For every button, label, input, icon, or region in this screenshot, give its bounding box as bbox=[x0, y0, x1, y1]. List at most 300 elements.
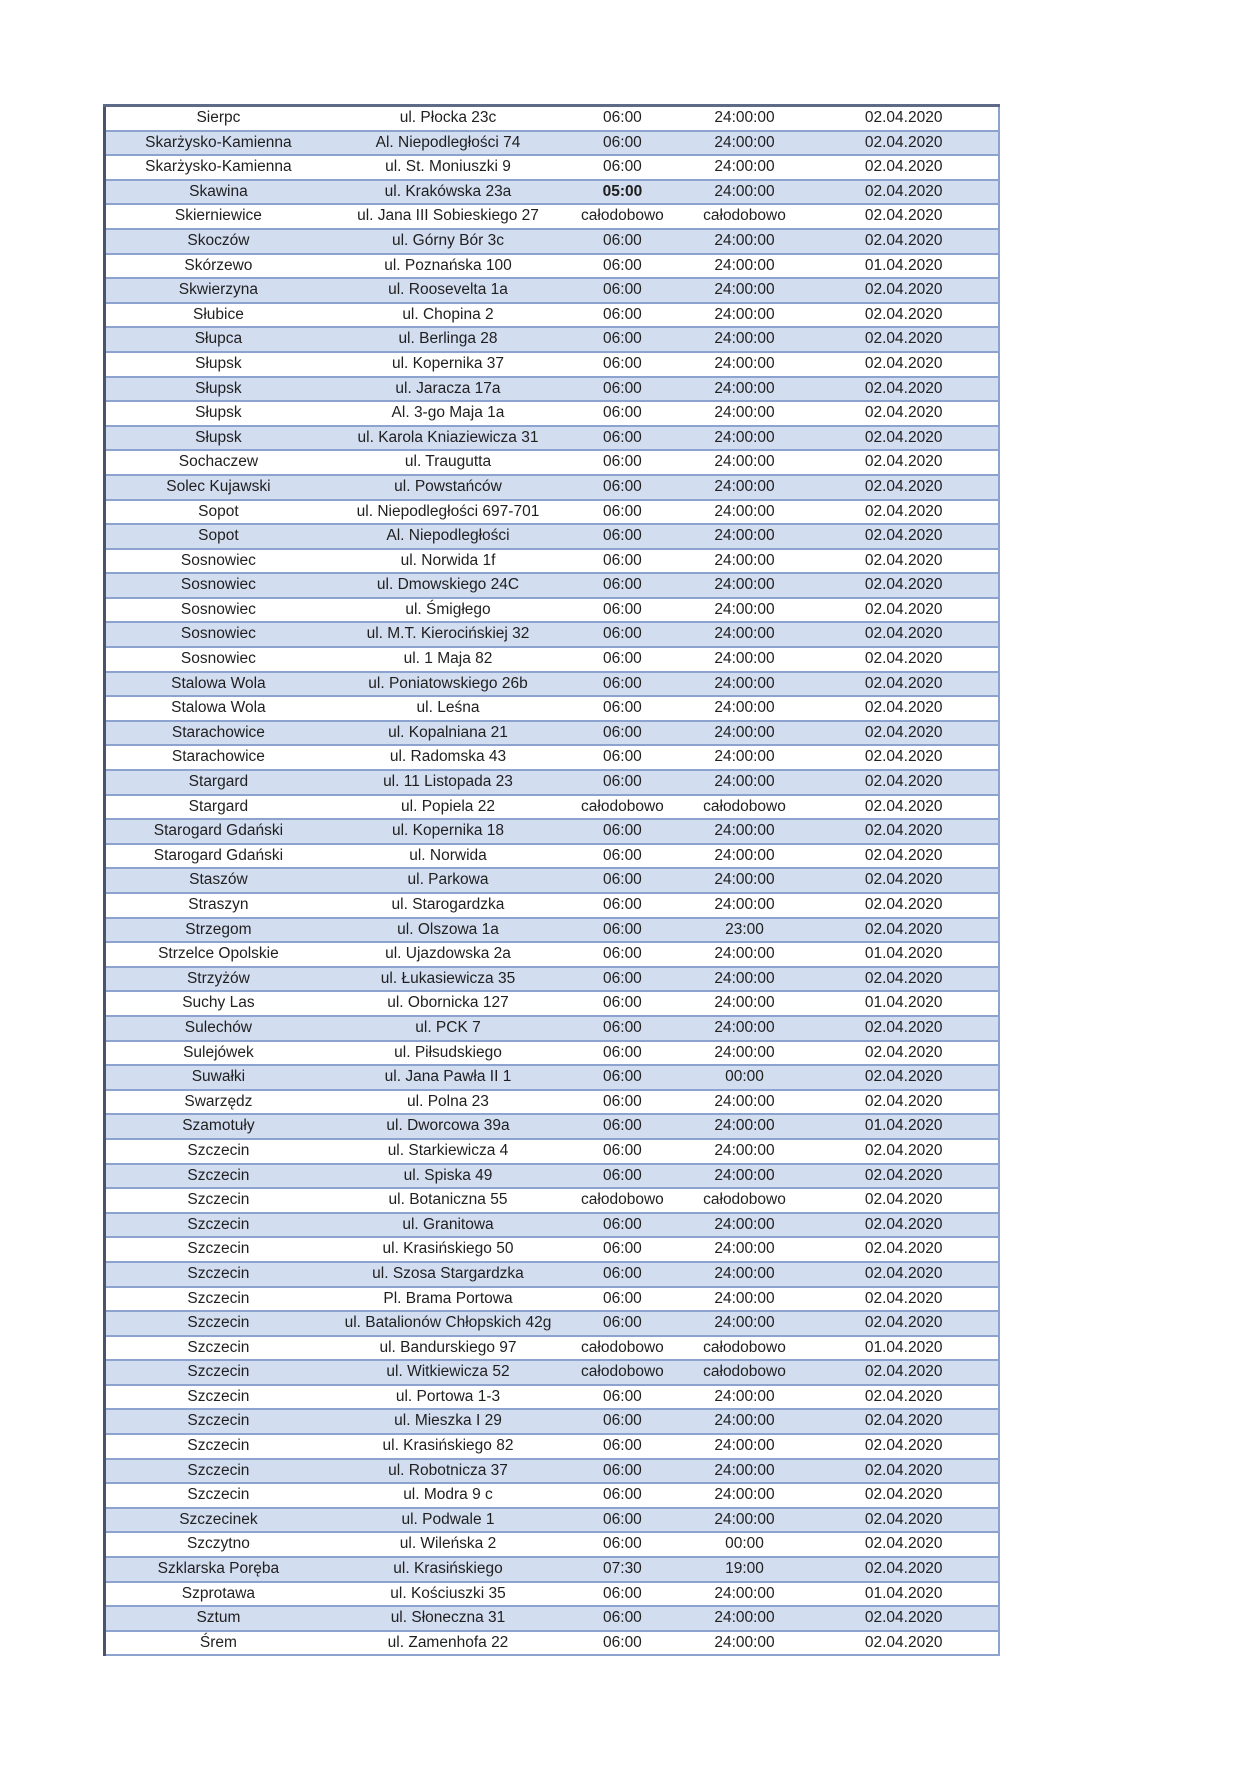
address-cell: ul. Zamenhofa 22 bbox=[387, 1633, 509, 1651]
date-cell: 02.04.2020 bbox=[864, 625, 943, 643]
close-time-cell: 24:00:00 bbox=[714, 1609, 775, 1627]
table-row bbox=[105, 893, 1000, 918]
address-cell: ul. Krasińskiego 82 bbox=[382, 1437, 514, 1455]
address-cell: ul. Obornicka 127 bbox=[387, 994, 509, 1012]
table-row bbox=[105, 1459, 1000, 1484]
table-row bbox=[105, 1336, 1000, 1361]
close-time-cell: 24:00:00 bbox=[714, 846, 775, 864]
address-cell: ul. Granitowa bbox=[402, 1215, 494, 1233]
city-cell: Sopot bbox=[198, 502, 239, 520]
close-time-cell: 24:00:00 bbox=[714, 1166, 775, 1184]
open-time-cell: 06:00 bbox=[603, 1141, 642, 1159]
city-cell: Skarżysko-Kamienna bbox=[145, 158, 292, 176]
date-cell: 02.04.2020 bbox=[864, 502, 943, 520]
address-cell: ul. Krasińskiego bbox=[393, 1560, 503, 1578]
table-row bbox=[105, 475, 1000, 500]
open-time-cell: 06:00 bbox=[603, 1092, 642, 1110]
table-row bbox=[105, 696, 1000, 721]
open-time-cell: 06:00 bbox=[603, 256, 642, 274]
table-row bbox=[105, 352, 1000, 377]
open-time-cell: 06:00 bbox=[603, 773, 642, 791]
close-time-cell: 24:00:00 bbox=[714, 576, 775, 594]
open-time-cell: 06:00 bbox=[603, 600, 642, 618]
open-time-cell: całodobowo bbox=[581, 1338, 664, 1356]
address-cell: ul. Bandurskiego 97 bbox=[379, 1338, 517, 1356]
open-time-cell: całodobowo bbox=[581, 797, 664, 815]
open-time-cell: 06:00 bbox=[603, 1240, 642, 1258]
close-time-cell: 24:00:00 bbox=[714, 305, 775, 323]
date-cell: 02.04.2020 bbox=[864, 1535, 943, 1553]
open-time-cell: 06:00 bbox=[603, 1166, 642, 1184]
address-cell: ul. Kopernika 18 bbox=[391, 822, 504, 840]
address-cell: ul. Niepodległości 697-701 bbox=[356, 502, 540, 520]
table-row bbox=[105, 991, 1000, 1016]
table-row bbox=[105, 1287, 1000, 1312]
address-cell: ul. PCK 7 bbox=[415, 1018, 481, 1036]
table-body bbox=[105, 106, 1000, 1656]
date-cell: 02.04.2020 bbox=[864, 797, 943, 815]
close-time-cell: 24:00:00 bbox=[714, 748, 775, 766]
open-time-cell: 06:00 bbox=[603, 896, 642, 913]
city-cell: Skierniewice bbox=[174, 207, 262, 225]
city-cell: Skarżysko-Kamienna bbox=[145, 133, 292, 151]
close-time-cell: 24:00:00 bbox=[714, 379, 775, 397]
close-time-cell: 24:00:00 bbox=[714, 477, 775, 495]
city-cell: Szprotawa bbox=[181, 1584, 256, 1602]
table-row bbox=[105, 647, 1000, 672]
close-time-cell: 24:00:00 bbox=[714, 453, 775, 471]
close-time-cell: 24:00:00 bbox=[714, 231, 775, 249]
open-time-cell: 06:00 bbox=[603, 625, 642, 643]
close-time-cell: 24:00:00 bbox=[714, 600, 775, 618]
open-time-cell: 06:00 bbox=[603, 846, 642, 864]
open-time-cell: 06:00 bbox=[603, 330, 642, 348]
open-time-cell: 06:00 bbox=[603, 871, 642, 889]
date-cell: 02.04.2020 bbox=[864, 330, 943, 348]
close-time-cell: całodobowo bbox=[703, 207, 786, 225]
close-time-cell: 24:00:00 bbox=[714, 330, 775, 348]
address-cell: ul. Kościuszki 35 bbox=[390, 1584, 506, 1602]
open-time-cell: 07:30 bbox=[603, 1560, 642, 1578]
date-cell: 01.04.2020 bbox=[864, 1338, 943, 1356]
open-time-cell: 06:00 bbox=[603, 477, 642, 495]
date-cell: 02.04.2020 bbox=[864, 723, 943, 741]
open-time-cell: 06:00 bbox=[603, 1018, 642, 1036]
open-time-cell: całodobowo bbox=[581, 1363, 664, 1381]
table-row bbox=[105, 598, 1000, 623]
close-time-cell: 24:00:00 bbox=[714, 699, 775, 717]
date-cell: 02.04.2020 bbox=[864, 1092, 943, 1110]
date-cell: 02.04.2020 bbox=[864, 1633, 943, 1651]
city-cell: Słupsk bbox=[195, 428, 242, 446]
table-row bbox=[105, 1360, 1000, 1385]
address-cell: ul. Piłsudskiego bbox=[394, 1043, 502, 1061]
table-row bbox=[105, 278, 1000, 303]
date-cell: 02.04.2020 bbox=[864, 1018, 943, 1036]
address-cell: ul. Dmowskiego 24C bbox=[376, 576, 520, 594]
open-time-cell: całodobowo bbox=[581, 207, 664, 225]
close-time-cell: 24:00:00 bbox=[714, 428, 775, 446]
table-row bbox=[105, 622, 1000, 647]
table-row bbox=[105, 1065, 1000, 1090]
city-cell: Starogard Gdański bbox=[153, 822, 284, 840]
date-cell: 02.04.2020 bbox=[864, 1191, 943, 1209]
open-time-cell: 06:00 bbox=[603, 576, 642, 594]
close-time-cell: 24:00:00 bbox=[714, 1264, 775, 1282]
address-cell: ul. Traugutta bbox=[404, 453, 492, 471]
table-row bbox=[105, 524, 1000, 549]
city-cell: Szczecin bbox=[187, 1363, 250, 1381]
close-time-cell: 24:00:00 bbox=[714, 674, 775, 692]
city-cell: Słupca bbox=[194, 330, 243, 348]
close-time-cell: 24:00:00 bbox=[714, 1314, 775, 1332]
date-cell: 01.04.2020 bbox=[864, 1584, 943, 1602]
address-cell: ul. 1 Maja 82 bbox=[403, 650, 493, 668]
table-row bbox=[105, 942, 1000, 967]
open-time-cell: 06:00 bbox=[603, 158, 642, 176]
open-time-cell: 05:00 bbox=[602, 182, 643, 200]
close-time-cell: 24:00:00 bbox=[714, 723, 775, 741]
table-row bbox=[105, 549, 1000, 574]
table-row bbox=[105, 401, 1000, 426]
address-cell: ul. Słoneczna 31 bbox=[390, 1609, 506, 1627]
city-cell: Skawina bbox=[189, 182, 248, 200]
address-cell: ul. Podwale 1 bbox=[401, 1510, 495, 1528]
open-time-cell: 06:00 bbox=[603, 723, 642, 741]
city-cell: Słupsk bbox=[195, 354, 242, 372]
address-cell: ul. St. Moniuszki 9 bbox=[385, 158, 511, 176]
table-row bbox=[105, 1237, 1000, 1262]
close-time-cell: 24:00:00 bbox=[714, 527, 775, 545]
date-cell: 02.04.2020 bbox=[864, 846, 943, 864]
close-time-cell: 24:00:00 bbox=[714, 182, 775, 200]
open-time-cell: 06:00 bbox=[603, 969, 642, 987]
close-time-cell: całodobowo bbox=[703, 1363, 786, 1381]
address-cell: ul. Norwida bbox=[409, 846, 487, 864]
open-time-cell: 06:00 bbox=[603, 1609, 642, 1627]
date-cell: 02.04.2020 bbox=[864, 650, 943, 668]
address-cell: ul. Starkiewicza 4 bbox=[387, 1141, 509, 1159]
date-cell: 02.04.2020 bbox=[864, 207, 943, 225]
city-cell: Szczecin bbox=[187, 1264, 250, 1282]
city-cell: Sulechów bbox=[184, 1018, 253, 1036]
table-row bbox=[105, 131, 1000, 156]
close-time-cell: 00:00 bbox=[725, 1068, 764, 1086]
city-cell: Staszów bbox=[189, 871, 248, 889]
open-time-cell: 06:00 bbox=[603, 1314, 642, 1332]
table-row bbox=[105, 1434, 1000, 1459]
table-row bbox=[105, 1188, 1000, 1213]
address-cell: Al. 3-go Maja 1a bbox=[391, 404, 505, 422]
address-cell: Pl. Brama Portowa bbox=[383, 1289, 513, 1307]
date-cell: 02.04.2020 bbox=[864, 158, 943, 176]
date-cell: 02.04.2020 bbox=[864, 527, 943, 545]
close-time-cell: 24:00:00 bbox=[714, 256, 775, 274]
table-row bbox=[105, 1409, 1000, 1434]
table-row bbox=[105, 106, 1000, 131]
address-cell: ul. Botaniczna 55 bbox=[388, 1191, 508, 1209]
table-row bbox=[105, 180, 1000, 205]
open-time-cell: całodobowo bbox=[581, 1191, 664, 1209]
address-cell: ul. Jana III Sobieskiego 27 bbox=[357, 207, 539, 225]
open-time-cell: 06:00 bbox=[603, 1486, 642, 1504]
date-cell: 02.04.2020 bbox=[864, 1387, 943, 1405]
city-cell: Szczecin bbox=[187, 1141, 250, 1159]
date-cell: 02.04.2020 bbox=[864, 600, 943, 618]
close-time-cell: 24:00:00 bbox=[714, 969, 775, 987]
open-time-cell: 06:00 bbox=[603, 305, 642, 323]
table-row bbox=[105, 1164, 1000, 1189]
open-time-cell: 06:00 bbox=[603, 281, 642, 299]
city-cell: Swarzędz bbox=[184, 1092, 253, 1110]
date-cell: 02.04.2020 bbox=[864, 699, 943, 717]
address-cell: ul. Kopalniana 21 bbox=[388, 723, 508, 741]
open-time-cell: 06:00 bbox=[603, 1437, 642, 1455]
table-row bbox=[105, 819, 1000, 844]
open-time-cell: 06:00 bbox=[603, 1535, 642, 1553]
city-cell: Skoczów bbox=[187, 231, 250, 249]
table-row bbox=[105, 1262, 1000, 1287]
close-time-cell: 24:00:00 bbox=[714, 1043, 775, 1061]
open-time-cell: 06:00 bbox=[603, 231, 642, 249]
open-time-cell: 06:00 bbox=[603, 1412, 642, 1430]
date-cell: 02.04.2020 bbox=[864, 969, 943, 987]
table-row bbox=[105, 1483, 1000, 1508]
city-cell: Sosnowiec bbox=[180, 551, 256, 569]
close-time-cell: 19:00 bbox=[725, 1560, 764, 1578]
city-cell: Szczytno bbox=[186, 1535, 250, 1553]
city-cell: Strzegom bbox=[185, 920, 252, 938]
city-cell: Sosnowiec bbox=[180, 600, 256, 618]
open-time-cell: 06:00 bbox=[603, 428, 642, 446]
city-cell: Strzyżów bbox=[186, 969, 250, 987]
table-row bbox=[105, 770, 1000, 795]
city-cell: Szczecin bbox=[187, 1215, 250, 1233]
date-cell: 02.04.2020 bbox=[864, 1289, 943, 1307]
date-cell: 02.04.2020 bbox=[864, 1264, 943, 1282]
city-cell: Szczecin bbox=[187, 1240, 250, 1258]
close-time-cell: 24:00:00 bbox=[714, 281, 775, 299]
address-cell: Al. Niepodległości 74 bbox=[375, 133, 521, 151]
city-cell: Szczecin bbox=[187, 1191, 250, 1209]
city-cell: Słubice bbox=[192, 305, 244, 323]
close-time-cell: 24:00:00 bbox=[714, 133, 775, 151]
city-cell: Szczecin bbox=[187, 1412, 250, 1430]
city-cell: Strzelce Opolskie bbox=[158, 945, 279, 963]
city-cell: Skórzewo bbox=[184, 256, 253, 274]
table-row bbox=[105, 229, 1000, 254]
close-time-cell: 24:00:00 bbox=[714, 1092, 775, 1110]
city-cell: Szczecinek bbox=[179, 1510, 258, 1528]
table-row bbox=[105, 1385, 1000, 1410]
address-cell: ul. Jaracza 17a bbox=[395, 379, 501, 397]
date-cell: 02.04.2020 bbox=[864, 404, 943, 422]
city-cell: Skwierzyna bbox=[178, 281, 259, 299]
address-cell: ul. Wileńska 2 bbox=[399, 1535, 497, 1553]
close-time-cell: 24:00:00 bbox=[714, 1240, 775, 1258]
open-time-cell: 06:00 bbox=[603, 945, 642, 963]
close-time-cell: 24:00:00 bbox=[714, 1461, 775, 1479]
address-cell: ul. Berlinga 28 bbox=[398, 330, 498, 348]
open-time-cell: 06:00 bbox=[603, 1215, 642, 1233]
table-row bbox=[105, 155, 1000, 180]
close-time-cell: 24:00:00 bbox=[714, 650, 775, 668]
date-cell: 02.04.2020 bbox=[864, 1166, 943, 1184]
date-cell: 02.04.2020 bbox=[864, 109, 943, 126]
city-cell: Szczecin bbox=[187, 1437, 250, 1455]
table-row bbox=[105, 672, 1000, 697]
open-time-cell: 06:00 bbox=[603, 1264, 642, 1282]
table-row bbox=[105, 1532, 1000, 1557]
date-cell: 02.04.2020 bbox=[864, 1560, 943, 1578]
date-cell: 02.04.2020 bbox=[864, 305, 943, 323]
date-cell: 02.04.2020 bbox=[864, 133, 943, 151]
open-time-cell: 06:00 bbox=[603, 1289, 642, 1307]
date-cell: 02.04.2020 bbox=[864, 379, 943, 397]
city-cell: Sierpc bbox=[196, 109, 241, 126]
table-row bbox=[105, 1213, 1000, 1238]
date-cell: 02.04.2020 bbox=[864, 453, 943, 471]
address-cell: ul. Krasińskiego 50 bbox=[382, 1240, 514, 1258]
city-cell: Stalowa Wola bbox=[171, 699, 266, 717]
address-cell: ul. Witkiewicza 52 bbox=[386, 1363, 510, 1381]
city-cell: Słupsk bbox=[195, 404, 242, 422]
close-time-cell: 24:00:00 bbox=[714, 945, 775, 963]
date-cell: 02.04.2020 bbox=[864, 822, 943, 840]
date-cell: 02.04.2020 bbox=[864, 674, 943, 692]
close-time-cell: 24:00:00 bbox=[714, 896, 775, 913]
address-cell: ul. Płocka 23c bbox=[399, 109, 497, 126]
table-row bbox=[105, 204, 1000, 229]
city-cell: Słupsk bbox=[195, 379, 242, 397]
open-time-cell: 06:00 bbox=[603, 650, 642, 668]
table-row bbox=[105, 745, 1000, 770]
table-row bbox=[105, 573, 1000, 598]
address-cell: ul. Norwida 1f bbox=[400, 551, 496, 569]
city-cell: Sztum bbox=[196, 1609, 241, 1627]
close-time-cell: 24:00:00 bbox=[714, 994, 775, 1012]
date-cell: 02.04.2020 bbox=[864, 1609, 943, 1627]
city-cell: Śrem bbox=[199, 1633, 237, 1651]
open-time-cell: 06:00 bbox=[603, 354, 642, 372]
address-cell: ul. Starogardzka bbox=[391, 896, 505, 913]
date-cell: 01.04.2020 bbox=[864, 1117, 943, 1135]
date-cell: 02.04.2020 bbox=[864, 1486, 943, 1504]
city-cell: Sochaczew bbox=[178, 453, 259, 471]
open-time-cell: 06:00 bbox=[603, 1633, 642, 1651]
close-time-cell: 24:00:00 bbox=[714, 1141, 775, 1159]
open-time-cell: 06:00 bbox=[603, 1461, 642, 1479]
table-row bbox=[105, 303, 1000, 328]
city-cell: Starachowice bbox=[171, 748, 265, 766]
table-row bbox=[105, 1041, 1000, 1066]
date-cell: 02.04.2020 bbox=[864, 748, 943, 766]
close-time-cell: całodobowo bbox=[703, 1338, 786, 1356]
open-time-cell: 06:00 bbox=[603, 994, 642, 1012]
city-cell: Suchy Las bbox=[182, 994, 255, 1012]
close-time-cell: 00:00 bbox=[725, 1535, 764, 1553]
city-cell: Szczecin bbox=[187, 1338, 250, 1356]
city-cell: Szczecin bbox=[187, 1289, 250, 1307]
city-cell: Sosnowiec bbox=[180, 625, 256, 643]
address-cell: ul. Roosevelta 1a bbox=[388, 281, 508, 299]
open-time-cell: 06:00 bbox=[603, 1117, 642, 1135]
date-cell: 02.04.2020 bbox=[864, 1215, 943, 1233]
table-row bbox=[105, 500, 1000, 525]
date-cell: 02.04.2020 bbox=[864, 896, 943, 913]
open-time-cell: 06:00 bbox=[603, 1584, 642, 1602]
open-time-cell: 06:00 bbox=[603, 1387, 642, 1405]
open-time-cell: 06:00 bbox=[603, 674, 642, 692]
table-row bbox=[105, 1016, 1000, 1041]
city-cell: Szczecin bbox=[187, 1461, 250, 1479]
open-time-cell: 06:00 bbox=[603, 109, 642, 126]
table-row bbox=[105, 868, 1000, 893]
date-cell: 02.04.2020 bbox=[864, 281, 943, 299]
close-time-cell: 24:00:00 bbox=[714, 1633, 775, 1651]
date-cell: 02.04.2020 bbox=[864, 920, 943, 938]
open-time-cell: 06:00 bbox=[603, 920, 642, 938]
close-time-cell: 24:00:00 bbox=[714, 1387, 775, 1405]
date-cell: 02.04.2020 bbox=[864, 871, 943, 889]
address-cell: ul. Poniatowskiego 26b bbox=[368, 674, 528, 692]
address-cell: ul. Spiska 49 bbox=[403, 1166, 493, 1184]
address-cell: ul. Powstańców bbox=[394, 477, 502, 495]
table-row bbox=[105, 450, 1000, 475]
table-row bbox=[105, 967, 1000, 992]
table-row bbox=[105, 1582, 1000, 1607]
date-cell: 02.04.2020 bbox=[864, 231, 943, 249]
city-cell: Starogard Gdański bbox=[153, 846, 284, 864]
date-cell: 02.04.2020 bbox=[864, 1043, 943, 1061]
address-cell: ul. Radomska 43 bbox=[389, 748, 507, 766]
city-cell: Starachowice bbox=[171, 723, 265, 741]
date-cell: 02.04.2020 bbox=[864, 1437, 943, 1455]
date-cell: 02.04.2020 bbox=[864, 1412, 943, 1430]
address-cell: ul. Poznańska 100 bbox=[384, 256, 512, 274]
table-row bbox=[105, 426, 1000, 451]
close-time-cell: 24:00:00 bbox=[714, 773, 775, 791]
close-time-cell: 24:00:00 bbox=[714, 109, 775, 126]
close-time-cell: 24:00:00 bbox=[714, 502, 775, 520]
table-row bbox=[105, 1090, 1000, 1115]
open-time-cell: 06:00 bbox=[603, 822, 642, 840]
date-cell: 02.04.2020 bbox=[864, 1068, 943, 1086]
table-row bbox=[105, 377, 1000, 402]
open-time-cell: 06:00 bbox=[603, 404, 642, 422]
city-cell: Sosnowiec bbox=[180, 576, 256, 594]
open-time-cell: 06:00 bbox=[603, 551, 642, 569]
date-cell: 02.04.2020 bbox=[864, 428, 943, 446]
address-cell: ul. Popiela 22 bbox=[401, 797, 495, 815]
city-cell: Straszyn bbox=[188, 896, 249, 913]
address-cell: ul. Parkowa bbox=[407, 871, 489, 889]
address-cell: ul. Leśna bbox=[416, 699, 480, 717]
open-time-cell: 06:00 bbox=[603, 527, 642, 545]
address-cell: ul. Kopernika 37 bbox=[391, 354, 504, 372]
city-cell: Stargard bbox=[188, 773, 249, 791]
open-time-cell: 06:00 bbox=[603, 133, 642, 151]
pharmacy-hours-table bbox=[103, 104, 1000, 1656]
close-time-cell: 23:00 bbox=[725, 920, 764, 938]
table-row bbox=[105, 327, 1000, 352]
address-cell: ul. Szosa Stargardzka bbox=[372, 1264, 524, 1282]
city-cell: Szamotuły bbox=[182, 1117, 255, 1135]
address-cell: ul. Batalionów Chłopskich 42g bbox=[344, 1314, 552, 1332]
close-time-cell: 24:00:00 bbox=[714, 1437, 775, 1455]
close-time-cell: 24:00:00 bbox=[714, 1018, 775, 1036]
address-cell: ul. Portowa 1-3 bbox=[395, 1387, 501, 1405]
